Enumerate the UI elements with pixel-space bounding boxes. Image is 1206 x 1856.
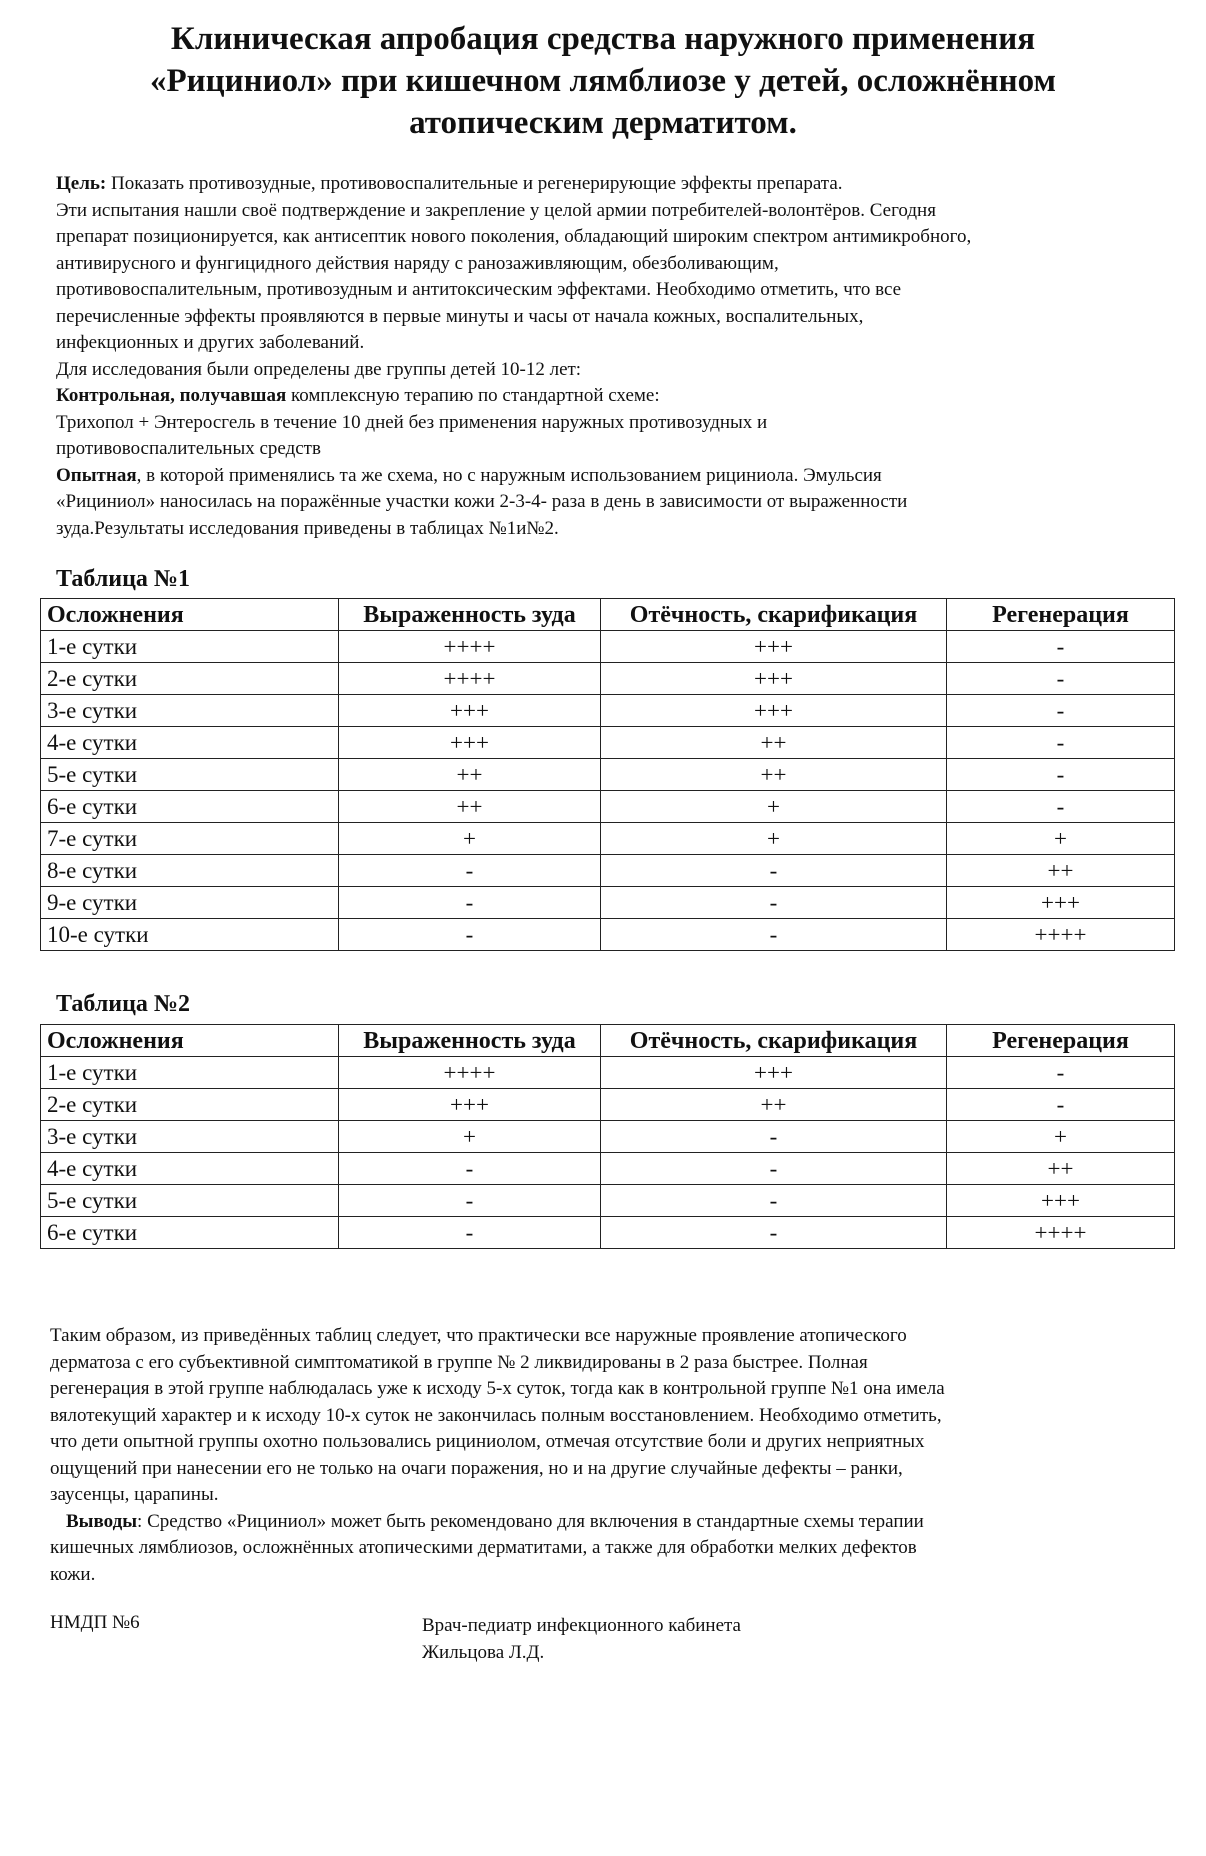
goal-text: Показать противозудные, противовоспалительные и регенерирующие эффекты препарата. — [106, 173, 843, 194]
table-cell: - — [947, 1089, 1175, 1121]
table-body — [41, 1057, 1175, 1249]
findings-line — [50, 1509, 1170, 1536]
table-cell: ++ — [601, 759, 947, 791]
intro-line: препарат позиционируется, как антисептик нового поколения, обладающий широким спектром антимикробного, — [56, 226, 972, 247]
title-line: «Рициниол» при кишечном лямблиозе у детей, осложнённом — [149, 63, 1057, 99]
table-cell: ++ — [947, 1153, 1175, 1185]
table-row — [41, 1217, 1175, 1249]
table-cell: 10-е сутки — [41, 919, 339, 951]
control-line: Трихопол + Энтеросгель в течение 10 дней без применения наружных противозудных и — [56, 411, 768, 433]
table-cell: +++ — [339, 727, 601, 759]
title-line: Клиническая апробация средства наружного применения — [170, 21, 1036, 57]
control-group-text: комплексную терапию по стандартной схеме: — [286, 385, 660, 406]
table-cell: ++ — [601, 727, 947, 759]
intro-line: инфекционных и других заболеваний. — [56, 332, 365, 353]
table-cell: - — [947, 663, 1175, 695]
title-line: атопическим дерматитом. — [409, 105, 797, 141]
goal-label: Цель: — [56, 173, 107, 194]
table-cell: - — [601, 855, 947, 887]
experimental-line: зуда.Результаты исследования приведены в таблицах №1и№2. — [56, 517, 559, 539]
table-cell: 3-е сутки — [41, 1121, 339, 1153]
intro-line: Эти испытания нашли своё подтверждение и закрепление у целой армии потребителей-волонтёров. Сегодня — [56, 199, 936, 221]
table-cell: - — [947, 759, 1175, 791]
table-row — [41, 695, 1175, 727]
table-cell: +++ — [601, 631, 947, 663]
table-cell: +++ — [339, 1089, 601, 1121]
conclusion-line: дерматоза с его субъективной симптоматикой в группе № 2 ликвидированы в 2 раза быстрее. Полная — [50, 1351, 868, 1373]
table-row — [41, 1185, 1175, 1217]
table-cell: - — [339, 887, 601, 919]
table-cell: + — [339, 1121, 601, 1153]
control-group-label: Контрольная, получавшая — [56, 385, 287, 406]
table-cell: +++ — [947, 887, 1175, 919]
experimental-group-label: Опытная — [56, 464, 137, 486]
table-row — [41, 727, 1175, 759]
conclusion-line: ощущений при нанесении его не только на очаги поражения, но и на другие случайные дефекты – ранки, — [50, 1457, 903, 1479]
table-cell: + — [601, 791, 947, 823]
table-cell: ++ — [601, 1089, 947, 1121]
intro-line: Для исследования были определены две группы детей 10-12 лет: — [56, 358, 582, 380]
table-cell: - — [947, 1057, 1175, 1089]
conclusion-section — [50, 1323, 1170, 1588]
intro-line: перечисленные эффекты проявляются в первые минуты и часы от начала кожных, воспалительных, — [56, 305, 864, 327]
table-cell: 9-е сутки — [41, 887, 339, 919]
table-header-row — [41, 1025, 1175, 1057]
table-row — [41, 919, 1175, 951]
table-row — [41, 855, 1175, 887]
table-cell: - — [947, 695, 1175, 727]
experimental-group-text: , в которой применялись та же схема, но с наружным использованием рициниола. Эмульсия — [136, 464, 882, 486]
table-cell: 3-е сутки — [41, 695, 339, 727]
table-header-row — [41, 599, 1175, 631]
signature-block — [422, 1612, 741, 1666]
table-cell: - — [947, 727, 1175, 759]
conclusion-line: Таким образом, из приведённых таблиц следует, что практически все наружные проявление атопического — [50, 1325, 907, 1346]
table-cell: +++ — [601, 1057, 947, 1089]
table-cell: +++ — [601, 663, 947, 695]
column-header: Осложнения — [41, 599, 339, 631]
table-cell: 5-е сутки — [41, 1185, 339, 1217]
findings-line: кожи. — [50, 1563, 96, 1585]
table-cell: 5-е сутки — [41, 759, 339, 791]
results-table-2 — [40, 1024, 1175, 1249]
table-cell: 2-е сутки — [41, 663, 339, 695]
table-cell: 1-е сутки — [41, 1057, 339, 1089]
table-cell: - — [339, 1153, 601, 1185]
table-row — [41, 663, 1175, 695]
findings-text: : Средство «Рициниол» может быть рекомендовано для включения в стандартные схемы терапии — [137, 1510, 924, 1532]
column-header: Выраженность зуда — [339, 599, 601, 631]
doctor-position: Врач-педиатр инфекционного кабинета — [422, 1615, 741, 1636]
table-cell: + — [339, 823, 601, 855]
experimental-line: «Рициниол» наносилась на поражённые участки кожи 2-3-4- раза в день в зависимости от выраженности — [56, 491, 908, 512]
table-cell: 6-е сутки — [41, 1217, 339, 1249]
experimental-group-line — [56, 463, 1166, 490]
table-row — [41, 1057, 1175, 1089]
table-cell: 6-е сутки — [41, 791, 339, 823]
table-cell: - — [601, 1121, 947, 1153]
column-header: Регенерация — [947, 1025, 1175, 1057]
table1-caption: Таблица №1 — [56, 566, 191, 592]
table-row — [41, 1089, 1175, 1121]
table-row — [41, 1121, 1175, 1153]
table-cell: + — [947, 823, 1175, 855]
table-cell: 1-е сутки — [41, 631, 339, 663]
control-group-line — [56, 383, 1166, 410]
table-cell: - — [947, 791, 1175, 823]
table-cell: - — [339, 855, 601, 887]
table-cell: ++++ — [339, 1057, 601, 1089]
control-line: противовоспалительных средств — [56, 438, 321, 459]
organization-label: НМДП №6 — [50, 1612, 140, 1633]
table-cell: - — [947, 631, 1175, 663]
conclusion-line: что дети опытной группы охотно пользовались рициниолом, отмечая отсутствие боли и других неприятных — [50, 1431, 925, 1452]
intro-line: противовоспалительным, противозудным и антитоксическим эффектами. Необходимо отметить, что все — [56, 279, 902, 300]
document-title — [60, 18, 1146, 144]
table-cell: - — [339, 919, 601, 951]
goal-line — [56, 171, 1166, 198]
intro-section — [56, 171, 1166, 542]
intro-line: антивирусного и фунгицидного действия наряду с ранозаживляющим, обезболивающим, — [56, 252, 779, 274]
table-cell: - — [601, 1217, 947, 1249]
conclusion-line: заусенцы, царапины. — [50, 1484, 219, 1505]
table-cell: + — [601, 823, 947, 855]
table-cell: - — [339, 1185, 601, 1217]
findings-line: кишечных лямблиозов, осложнённых атопическими дерматитами, а также для обработки мелких дефектов — [50, 1537, 917, 1558]
column-header: Осложнения — [41, 1025, 339, 1057]
table-cell: ++++ — [339, 663, 601, 695]
column-header: Регенерация — [947, 599, 1175, 631]
doctor-name: Жильцова Л.Д. — [422, 1642, 545, 1663]
table-row — [41, 823, 1175, 855]
table-cell: - — [601, 1185, 947, 1217]
column-header: Выраженность зуда — [339, 1025, 601, 1057]
table-row — [41, 631, 1175, 663]
table-cell: - — [601, 919, 947, 951]
table-cell: +++ — [947, 1185, 1175, 1217]
table-cell: - — [601, 1153, 947, 1185]
table-cell: ++ — [339, 791, 601, 823]
table-cell: 4-е сутки — [41, 727, 339, 759]
column-header: Отёчность, скарификация — [601, 1025, 947, 1057]
table-cell: 7-е сутки — [41, 823, 339, 855]
table-cell: 4-е сутки — [41, 1153, 339, 1185]
findings-label: Выводы — [66, 1510, 138, 1532]
table-cell: ++ — [339, 759, 601, 791]
table-cell: - — [601, 887, 947, 919]
table-cell: ++++ — [339, 631, 601, 663]
table-cell: - — [339, 1217, 601, 1249]
table-cell: 8-е сутки — [41, 855, 339, 887]
table-cell: + — [947, 1121, 1175, 1153]
table-row — [41, 1153, 1175, 1185]
table-row — [41, 791, 1175, 823]
table-row — [41, 759, 1175, 791]
table-cell: ++++ — [947, 1217, 1175, 1249]
table-cell: +++ — [339, 695, 601, 727]
column-header: Отёчность, скарификация — [601, 599, 947, 631]
conclusion-line: вялотекущий характер и к исходу 10-х суток не закончилась полным восстановлением. Необходимо отметить, — [50, 1404, 942, 1426]
table-cell: 2-е сутки — [41, 1089, 339, 1121]
table-cell: ++ — [947, 855, 1175, 887]
table-cell: ++++ — [947, 919, 1175, 951]
table-cell: +++ — [601, 695, 947, 727]
results-table-1 — [40, 598, 1175, 951]
table-row — [41, 887, 1175, 919]
table2-caption: Таблица №2 — [56, 991, 191, 1017]
conclusion-line: регенерация в этой группе наблюдалась уже к исходу 5-х суток, тогда как в контрольной группе №1 она имела — [50, 1378, 945, 1399]
table-body — [41, 631, 1175, 951]
